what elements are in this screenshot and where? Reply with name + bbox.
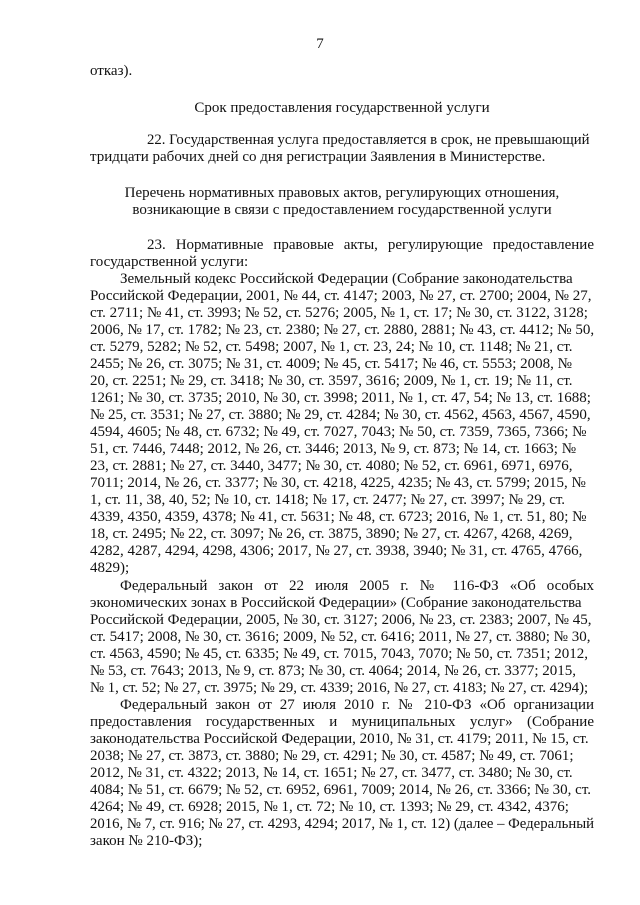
text-line: Российской Федерации, 2001, № 44, ст. 4147; 2003, № 27, ст. 2700; 2004, № 27, xyxy=(90,288,592,304)
text-line: закон № 210-ФЗ); xyxy=(90,833,203,849)
text-line: 4339, 4350, 4359, 4378; № 41, ст. 5631; № 48, ст. 6723; 2016, № 1, ст. 51, 80; № xyxy=(90,509,587,525)
text-line: 1, ст. 11, 38, 40, 52; № 10, ст. 1418; № 17, ст. 2477; № 27, ст. 3997; № 29, ст. xyxy=(90,492,566,508)
text-line: 20, ст. 2251; № 29, ст. 3418; № 30, ст. 3597, 3616; 2009, № 1, ст. 19; № 11, ст. xyxy=(90,373,573,389)
text-line: государственной услуги: xyxy=(90,254,249,270)
text-line: 23. Нормативные правовые акты, регулирующие предоставление xyxy=(147,237,594,253)
text-line: 18, ст. 2495; № 22, ст. 3097; № 26, ст. 3875, 3890; № 27, ст. 4267, 4268, 4269, xyxy=(90,526,573,542)
text-line: 51, ст. 7446, 7448; 2012, № 26, ст. 3446; 2013, № 9, ст. 873; № 14, ст. 1663; № xyxy=(90,441,577,457)
text-line: ст. 4563, 4590; № 45, ст. 6335; № 49, ст. 7015, 7043, 7070; № 50, ст. 7351; 2012, xyxy=(90,646,588,662)
text-line: ст. 2711; № 41, ст. 3993; № 52, ст. 5276; 2005, № 1, ст. 17; № 30, ст. 3122, 3128; xyxy=(90,305,588,321)
text-line: тридцати рабочих дней со дня регистрации Заявления в Министерстве. xyxy=(90,149,546,165)
text-line: ст. 5417; 2008, № 30, ст. 3616; 2009, № 52, ст. 6416; 2011, № 27, ст. 3880; № 30, xyxy=(90,629,591,645)
text-line: 23, ст. 2881; № 27, ст. 3440, 3477; № 30, ст. 4080; № 52, ст. 6961, 6971, 6976, xyxy=(90,458,573,474)
text-line: 1261; № 30, ст. 3735; 2010, № 30, ст. 3998; 2011, № 1, ст. 47, 54; № 13, ст. 1688; xyxy=(90,390,591,406)
text-line: 2038; № 27, ст. 3873, ст. 3880; № 29, ст. 4291; № 30, ст. 4587; № 49, ст. 7061; xyxy=(90,748,574,764)
text-line: № 53, ст. 7643; 2013, № 9, ст. 873; № 30, ст. 4064; 2014, № 26, ст. 3377; 2015, xyxy=(90,663,577,679)
text-line: 4594, 4605; № 48, ст. 6732; № 49, ст. 7027, 7043; № 50, ст. 7359, 7365, 7366; № xyxy=(90,424,587,440)
text-line: Земельный кодекс Российской Федерации (Собрание законодательства xyxy=(120,271,573,287)
text-line: 22. Государственная услуга предоставляется в срок, не превышающий xyxy=(147,132,590,148)
section-heading: Перечень нормативных правовых актов, регулирующих отношения, xyxy=(124,185,560,201)
text-line: Федеральный закон от 27 июля 2010 г. № 210-ФЗ «Об организации xyxy=(120,697,594,713)
text-line: 4282, 4287, 4294, 4298, 4306; 2017, № 27, ст. 3938, 3940; № 31, ст. 4765, 4766, xyxy=(90,543,583,559)
text-line: 4829); xyxy=(90,560,130,576)
text-line: предоставления государственных и муниципальных услуг» (Собрание xyxy=(90,714,594,730)
text-line: 2012, № 31, ст. 4322; 2013, № 14, ст. 1651; № 27, ст. 3477, ст. 3480; № 30, ст. xyxy=(90,765,573,781)
page-number: 7 xyxy=(316,36,324,52)
text-line: № 25, ст. 3531; № 27, ст. 3880; № 29, ст. 4284; № 30, ст. 4562, 4563, 4567, 4590, xyxy=(90,407,591,423)
text-line: 2016, № 7, ст. 916; № 27, ст. 4293, 4294; 2017, № 1, ст. 12) (далее – Федеральный xyxy=(90,816,595,832)
text-line: экономических зонах в Российской Федерации» (Собрание законодательства xyxy=(90,595,582,611)
text-line: № 1, ст. 52; № 27, ст. 3975; № 29, ст. 4339; 2016, № 27, ст. 4183; № 27, ст. 4294); xyxy=(90,680,589,696)
text-line: Российской Федерации, 2005, № 30, ст. 3127; 2006, № 23, ст. 2383; 2007, № 45, xyxy=(90,612,592,628)
text-line: законодательства Российской Федерации, 2010, № 31, ст. 4179; 2011, № 15, ст. xyxy=(90,731,589,747)
text-line: 4084; № 51, ст. 6679; № 52, ст. 6952, 6961, 7009; 2014, № 26, ст. 3366; № 30, ст. xyxy=(90,782,592,798)
text-line: 7011; 2014, № 26, ст. 3377; № 30, ст. 4218, 4225, 4235; № 43, ст. 5799; 2015, № xyxy=(90,475,586,491)
text-line: 2006, № 17, ст. 1782; № 23, ст. 2380; № 27, ст. 2880, 2881; № 43, ст. 4412; № 50, xyxy=(90,322,595,338)
text-line: 2455; № 26, ст. 3075; № 31, ст. 4009; № 45, ст. 5417; № 46, ст. 5553; 2008, № xyxy=(90,356,572,372)
text-line: отказ). xyxy=(90,63,133,79)
text-line: Федеральный закон от 22 июля 2005 г. № 116-ФЗ «Об особых xyxy=(120,578,594,594)
section-heading: возникающие в связи с предоставлением государственной услуги xyxy=(132,202,552,218)
text-line: ст. 5279, 5282; № 52, ст. 5498; 2007, № 1, ст. 23, 24; № 10, ст. 1148; № 21, ст. xyxy=(90,339,573,355)
section-heading: Срок предоставления государственной услуги xyxy=(194,100,490,116)
text-line: 4264; № 49, ст. 6928; 2015, № 1, ст. 72; № 10, ст. 1393; № 29, ст. 4342, 4376; xyxy=(90,799,569,815)
